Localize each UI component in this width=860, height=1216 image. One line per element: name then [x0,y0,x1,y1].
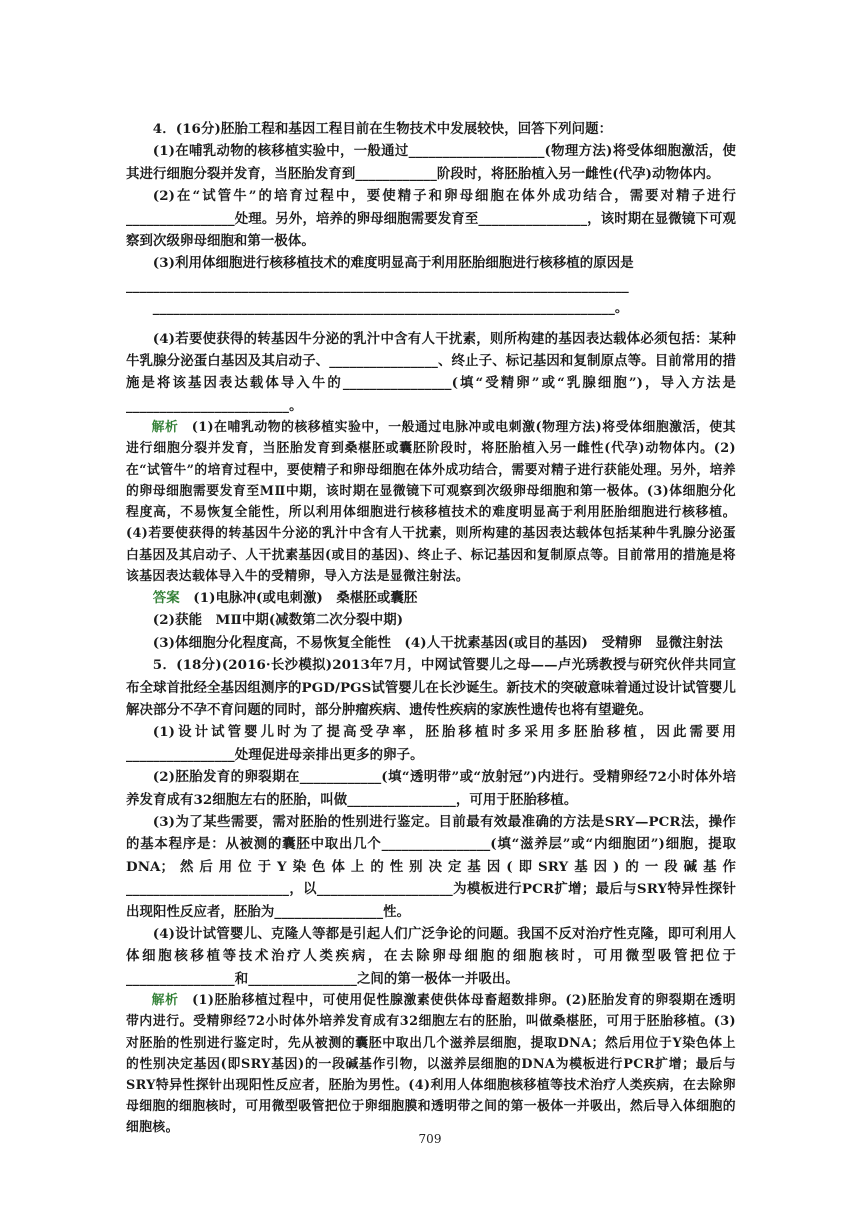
q5-part4: (4)设计试管婴儿、克隆人等都是引起人们广泛争论的问题。我国不反对治疗性克隆，即可利用人体细胞核移植等技术治疗人类疾病，在去除卵母细胞的细胞核时，可用微型吸管把位于________________和________________之间的第一极体一并吸出。 [126,926,736,987]
q4-answer-1: (1)电脉冲(或电刺激) 桑椹胚或囊胚 [193,589,418,606]
analysis-label: 解析 [151,420,179,436]
q4-answer-2: (2)获能 MⅡ中期(减数第二次分裂中期) [152,612,404,629]
q4-part3-blank-line: __________________________________________________________________________ [126,277,629,294]
q4-part2: (2)在“试管牛”的培育过程中，要使精子和卵母细胞在体外成功结合，需要对精子进行________________处理。另外，培养的卵母细胞需要发育至________________，该时期在显微镜下可观察到次级卵母细胞和第一极体。 [126,188,736,250]
q5-analysis [126,990,736,1138]
q4-part4: (4)若要使获得的转基因牛分泌的乳汁中含有人干扰素，则所构建的基因表达载体必须包括：某种牛乳腺分泌蛋白基因及其启动子、________________、终止子、标记基因和复制原点等。目前常用的措施是将该基因表达载体导入牛的________________(填“受精卵”或“乳腺细胞”)，导入方法是________________________。 [126,330,736,414]
analysis-label: 解析 [151,993,179,1009]
q4-answer-3: (3)体细胞分化程度高，不易恢复全能性 (4)人干扰素基因(或目的基因) 受精卵 显微注射法 [152,634,723,651]
q4-analysis [126,417,736,587]
q5-stem: 5．(18分)(2016·长沙模拟)2013年7月，中网试管婴儿之母——卢光琇教授与研究伙伴共同宣布全球首批经全基因组测序的PGD/PGS试管婴儿在长沙诞生。新技术的突破意味着通过设计试管婴儿解决部分不孕不育问题的同时，部分肿瘤疾病、遗传性疾病的家族性遗传也将有望避免。 [126,657,736,718]
q4-answer [126,587,736,609]
page-number: 709 [418,1132,442,1146]
q5-part3: (3)为了某些需要，需对胚胎的性别进行鉴定。目前最有效最准确的方法是SRY—PCR法，操作的基本程序是：从被测的囊胚中取出几个________________(填“滋养层”或“内细胞团”)细胞，提取DNA；然后用位于Y染色体上的性别决定基因(即SRY基因)的一段碱基作________________________，以____________________为模板进行PCR扩增；最后与SRY特异性探针出现阳性反应者，胚胎为________________性。 [126,813,736,920]
q5-analysis-text: (1)胚胎移植过程中，可使用促性腺激素使供体母畜超数排卵。(2)胚胎发育的卵裂期在透明带内进行。受精卵经72小时体外培养发育成有32细胞左右的胚胎，叫做桑椹胚，可用于胚胎移植。(3)对胚胎的性别进行鉴定时，先从被测的囊胚中取出几个滋养层细胞，提取DNA；然后用位于Y染色体上的性别决定基因(即SRY基因)的一段碱基作引物，以滋养层细胞的DNA为模板进行PCR扩增；最后与SRY特异性探针出现阳性反应者，胚胎为男性。(4)利用人体细胞核移植等技术治疗人类疾病，在去除卵母细胞的细胞核时，可用微型吸管把位于卵细胞膜和透明带之间的第一极体一并吸出，然后导入体细胞的细胞核。 [126,993,736,1136]
q5-part2: (2)胚胎发育的卵裂期在____________(填“透明带”或“放射冠”)内进行。受精卵经72小时体外培养发育成有32细胞左右的胚胎，叫做________________，可用于胚胎移植。 [126,769,736,808]
q4-part3: (3)利用体细胞进行核移植技术的难度明显高于利用胚胎细胞进行核移植的原因是 [152,255,634,272]
q4-analysis-text: (1)在哺乳动物的核移植实验中，一般通过电脉冲或电刺激(物理方法)将受体细胞激活，使其进行细胞分裂并发育，当胚胎发育到桑椹胚或囊胚阶段时，将胚胎植入另一雌性(代孕)动物体内。(2)在“试管牛”的培育过程中，要使精子和卵母细胞在体外成功结合，需要对精子进行获能处理。另外，培养的卵母细胞需要发育至MⅡ中期，该时期在显微镜下可观察到次级卵母细胞和第一极体。(3)体细胞分化程度高，不易恢复全能性，所以利用体细胞进行核移植技术的难度明显高于利用胚胎细胞进行核移植。(4)若要使获得的转基因牛分泌的乳汁中含有人干扰素，则所构建的基因表达载体包括某种牛乳腺分泌蛋白基因及其启动子、人干扰素基因(或目的基因)、终止子、标记基因和复制原点等。目前常用的措施是将该基因表达载体导入牛的受精卵，导入方法是显微注射法。 [126,420,736,584]
q4-part3-blank-line-end: ____________________________________________________________________。 [152,300,629,317]
answer-label: 答案 [152,589,180,606]
q4-part1: (1)在哺乳动物的核移植实验中，一般通过____________________(物理方法)将受体细胞激活，使其进行细胞分裂并发育，当胚胎发育到____________阶段时，将胚胎植入另一雌性(代孕)动物体内。 [126,143,736,182]
q4-stem: 4．(16分)胚胎工程和基因工程目前在生物技术中发展较快，回答下列问题： [152,121,613,137]
q5-part1: (1)设计试管婴儿时为了提高受孕率，胚胎移植时多采用多胚胎移植，因此需要用________________处理促进母亲排出更多的卵子。 [126,724,736,763]
document-page [126,118,736,1139]
